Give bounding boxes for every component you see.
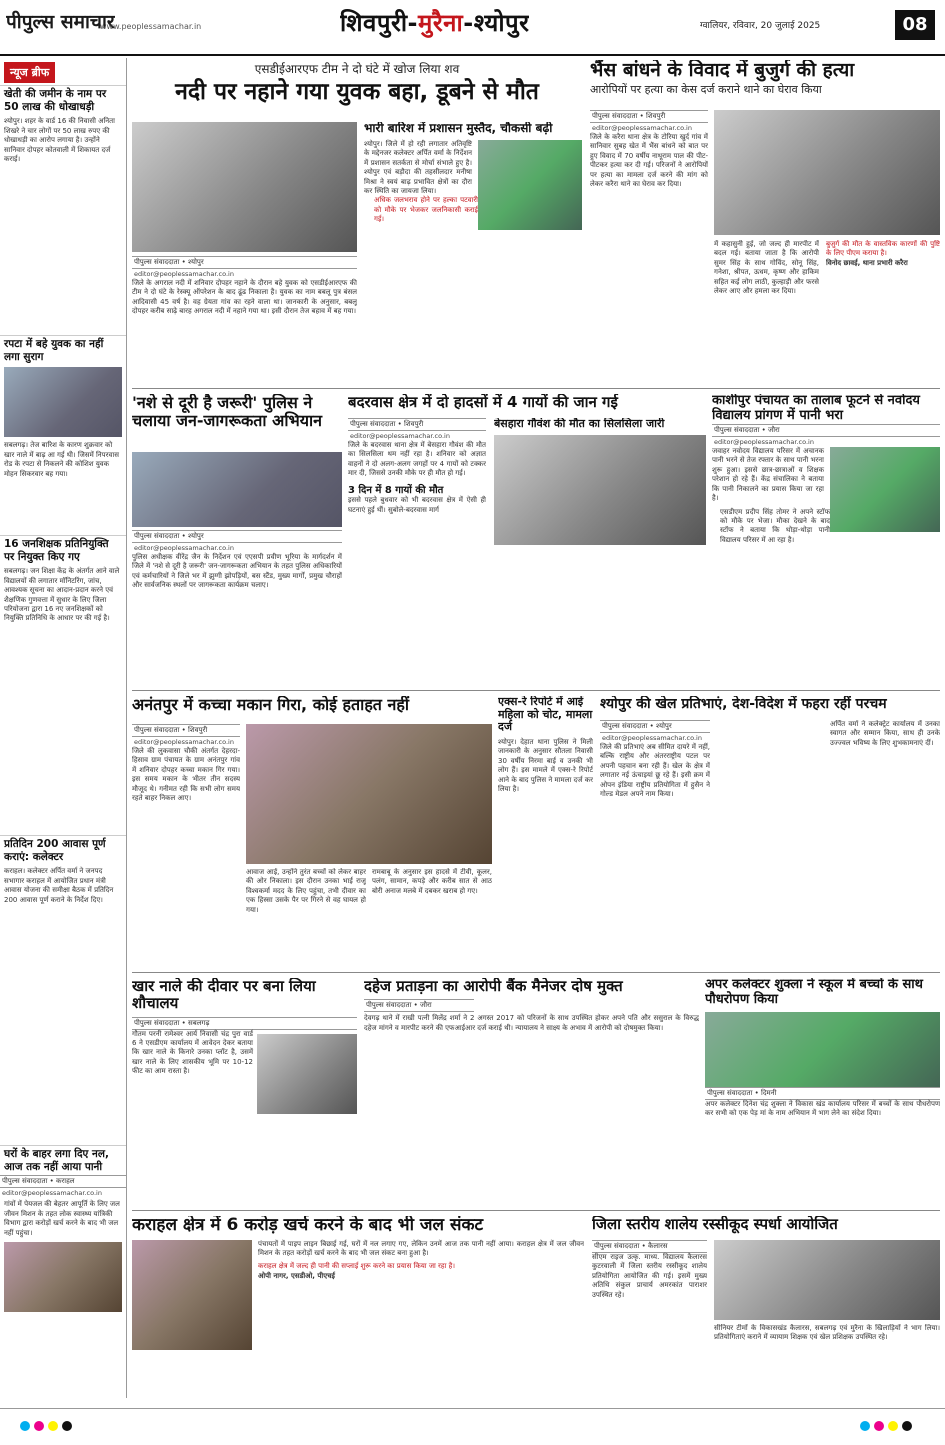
rope-body: सीएम राइज उत्कृ. माध्य. विद्यालय कैलारस कुटरवाली में जिला स्तरीय रस्सीकूद शालेय प्रतियोगिता आयोजित की गई। इसमें मुख्य अतिथि संकुल प्राचार्य अमरकांत पाराशर उपस्थित रहे। — [592, 1253, 707, 1299]
brief-item[interactable] — [0, 535, 126, 835]
magenta-swatch-icon — [874, 1421, 884, 1431]
sports-body: जिले की प्रतिभाएं अब सीमित दायरे में नहीं, बल्कि राष्ट्रीय और अंतरराष्ट्रीय पटल पर अपनी पहचान बना रही हैं। खेल के क्षेत्र में लगातार नई ऊंचाइयां छू रहे हैं। इसी क्रम में ओपन इंडिया राष्ट्रीय प्रतियोगिता में हुसैन ने गोल्ड मेडल अपने नाम किया। — [600, 743, 710, 799]
drug-headline: 'नशे से दूरी है जरूरी' पुलिस ने चलाया जन-जागरूकता अभियान — [132, 394, 323, 431]
house-collapse-story[interactable] — [132, 696, 492, 966]
edition-part-1: शिवपुरी- — [340, 9, 419, 37]
buffalo-body-2: में कहासुनी हुई, जो जल्द ही मारपीट में बदल गई। बताया जाता है कि आरोपी सुमर सिंह के साथ गोविंद, सोनू सिंह, गनेशा, श्रीपत, ऊधम, कृष्ण और हाकिम सहित कई लोग लाठी, कुल्हाड़ी और फरसे लेकर आए और हमला कर दिया। — [714, 240, 819, 296]
brief-photo — [4, 1242, 122, 1312]
xray-story[interactable] — [498, 696, 593, 966]
cow-box-body: इससे पहले बुधवार को भी बदरवास क्षेत्र में ऐसी ही घटनाएं हुई थीं। सुबोले-बदरवास मार्ग — [348, 496, 486, 514]
brief-item[interactable] — [0, 1145, 126, 1398]
dowry-story[interactable] — [364, 978, 699, 1203]
school-email[interactable]: editor@peoplessamachar.co.in — [714, 437, 814, 446]
cow-deaths-story[interactable] — [348, 394, 706, 684]
site-url[interactable]: www.peoplessamachar.in — [100, 22, 202, 31]
brief-title: रपटा में बहे युवक का नहीं लगा सुराग — [0, 335, 126, 365]
water-headline: कराहल क्षेत्र में 6 करोड़ खर्च करने के बाद भी जल संकट — [132, 1216, 484, 1235]
water-photo — [132, 1240, 252, 1350]
plantation-headline: अपर कलेक्टर शुक्ला ने स्कूल में बच्चों के साथ पौधरोपण किया — [705, 978, 923, 1007]
dowry-byline: पीपुल्स संवाददाता • जौरा — [364, 999, 474, 1012]
drug-awareness-story[interactable] — [132, 394, 342, 684]
cow-subhead: बेसहारा गौवंश की मौत का सिलसिला जारी — [494, 418, 665, 430]
lead-photo — [132, 122, 357, 252]
house-photo — [246, 724, 492, 864]
cow-email[interactable]: editor@peoplessamachar.co.in — [350, 432, 450, 440]
lead-story[interactable] — [132, 60, 582, 380]
plantation-story[interactable] — [705, 978, 940, 1203]
drug-photo — [132, 452, 342, 527]
edition-title — [340, 6, 529, 39]
buffalo-byline: पीपुल्स संवाददाता • शिवपुरी — [590, 110, 708, 123]
wall-toilet-story[interactable] — [132, 978, 357, 1203]
cow-byline: पीपुल्स संवाददाता • शिवपुरी — [348, 418, 486, 431]
row-divider — [132, 388, 940, 389]
rope-photo — [714, 1240, 940, 1320]
buffalo-note-sign: विनोद छावई, थाना प्रभारी करैरा — [826, 258, 908, 267]
cow-headline: बदरवास क्षेत्र में दो हादसों में 4 गायों की जान गई — [348, 394, 618, 411]
house-body: जिले की लुकवासा चौकी अंतर्गत देहरदा-हिसाव ग्राम पंचायत के ग्राम अनंतपुर गांव में शनिवार दोपहर कच्चा मकान गिर गया। इस समय मकान के भीतर तीन सदस्य मौजूद थे। गनीमत रही कि सभी लोग समय रहते बाहर निकल आए। — [132, 747, 240, 803]
magenta-swatch-icon — [34, 1421, 44, 1431]
buffalo-photo — [714, 110, 940, 235]
row-divider — [132, 690, 940, 691]
brief-text: श्योपुर। शहर के वार्ड 16 की निवासी अनिता शिखरे ने चार लोगों पर 50 लाख रुपए की धोखाधड़ी का आरोप लगाया है। उन्होंने सानिवार दोपहर कोतवाली में शिकायत दर्ज कराई। — [4, 117, 115, 163]
cow-box-head: 3 दिन में 8 गायों की मौत — [348, 484, 444, 496]
cow-photo — [494, 435, 706, 545]
brief-text: गांवों में पेयजल की बेहतर आपूर्ति के लिए जल जीवन मिशन के तहत लोक स्वास्थ्य यांत्रिकी विभाग द्वारा करोड़ों खर्च करने के बाद भी जल नहीं पहुंचा। — [4, 1200, 120, 1237]
lead-photo-2 — [478, 140, 582, 230]
brief-title: खेती की जमीन के नाम पर 50 लाख की धोखाधड़ी — [0, 85, 126, 115]
edition-part-2: मुरैना — [418, 9, 464, 37]
dateline: ग्वालियर, रविवार, 20 जुलाई 2025 — [700, 21, 821, 31]
wall-body: गौतम परनी रामेश्वर आर्य निवासी चंद्र पुरा वार्ड 6 ने एसडीएम कार्यालय में आवेदन देकर बताया कि खार नाले के किनारे उनका प्लॉट है, उसमें खार नाले के लिए शासकीय भूमि पर 10-12 फीट का आम रास्ता है। — [132, 1029, 253, 1076]
rope-body-2: सीनियर टीमों के विकासखंड कैलारस, सबलगढ़ एवं मुरैना के खिलाड़ियों ने भाग लिया। प्रतियोगिताएं कराने में व्यायाम शिक्षक एवं खेल प्रशिक्षक उपस्थित रहे। — [714, 1324, 940, 1342]
plantation-body: अपर कलेक्टर दिनेश चंद्र शुक्ला ने विकास खंड कार्यालय परिसर में बच्चों के साथ पौधरोपण कर सभी को एक पेड़ मां के नाम अभियान में भाग लेने का संदेश दिया। — [705, 1099, 940, 1118]
news-brief-label: न्यूज ब्रीफ — [4, 62, 55, 83]
yellow-swatch-icon — [888, 1421, 898, 1431]
school-byline: पीपुल्स संवाददाता • जौरा — [712, 424, 940, 437]
brief-title: 16 जनशिक्षक प्रतिनियुक्ति पर नियुक्त किए गए — [0, 535, 126, 565]
sports-headline: श्योपुर की खेल प्रतिभाएं, देश-विदेश में फहरा रहीं परचम — [600, 696, 887, 712]
house-body-2: आवाज आई, उन्होंने तुरंत बच्चों को लेकर बाहर की ओर निकाला। इस दौरान उनका भाई राजू विश्वकर्मा मदद के लिए पहुंचा, तभी दीवार का एक हिस्सा उसके पैर पर गिरने से वह घायल हो गया। — [246, 868, 366, 914]
water-body: पंचायतों में पाइप लाइन बिछाई गई, घरों में नल लगाए गए, लेकिन उनमें आज तक पानी नहीं आया। कराहल क्षेत्र में जल जीवन मिशन के तहत करोड़ों खर्च करने के बाद भी जल संकट बना हुआ है। — [258, 1239, 584, 1257]
newspaper-logo[interactable]: पीपुल्स समाचार — [6, 11, 115, 33]
edition-part-3: -श्योपुर — [463, 9, 530, 37]
plantation-byline: पीपुल्स संवाददाता • दिमनी — [705, 1087, 940, 1100]
plantation-photo — [705, 1012, 940, 1087]
black-swatch-icon — [902, 1421, 912, 1431]
news-brief-sidebar — [0, 58, 127, 1398]
brief-byline: पीपुल्स संवाददाता • कराहल — [0, 1175, 126, 1188]
brief-text: सबलगढ़। जन शिक्षा केंद्र के अंतर्गत आने वाले विद्यालयों की लगातार मॉनिटरिंग, जांच, आवश्यक सूचना का आदान-प्रदान करने एवं शैक्षणिक गुणवत्ता में सुधार के लिए जिला परियोजना द्वारा 16 नए जनशिक्षकों को नियुक्ति प्रतिनिधि के आधार पर की गई है। — [4, 567, 120, 623]
drug-body: पुलिस अधीक्षक वीरेंद्र जैन के निर्देशन एवं एएसपी प्रवीण भूरिया के मार्गदर्शन में जिले में 'नशे से दूरी है जरूरी' जन-जागरूकता अभियान के तहत पुलिस अधिकारियों एवं कर्मचारियों ने जिले भर में झुग्गी झोपड़ियों, बस स्टैंड, मुख्य मार्गों, प्रमुख चौराहों और सार्वजनिक स्थलों पर जागरूकता कार्यक्रम चलाए। — [132, 553, 342, 590]
water-caption-sign: ओपी नागर, एसडीओ, पीएचई — [258, 1271, 335, 1280]
black-swatch-icon — [62, 1421, 72, 1431]
sports-byline: पीपुल्स संवाददाता • श्योपुर — [600, 720, 710, 733]
school-photo — [830, 447, 940, 532]
wall-photo — [257, 1034, 357, 1114]
cow-body: जिले के बदरवास थाना क्षेत्र में बेसहारा गौवंश की मौत का सिलसिला थम नहीं रहा है। शनिवार को अज्ञात वाहनों ने दो अलग-अलग जगहों पर 4 गायों को टक्कर मार दी, जिससे उनकी मौके पर ही मौत हो गई। — [348, 441, 486, 478]
masthead — [0, 0, 945, 56]
xray-body: श्योपुर। देहात थाना पुलिस ने मिली जानकारी के अनुसार सौतला निवासी 30 वर्षीय निरमा बाई व उनकी भी लोग हैं। इस मामले में एक्स-रे रिपोर्ट आने के बाद पुलिस ने मामला दर्ज कर लिया है। — [498, 737, 593, 794]
school-headline: काशीपुर पंचायत का तालाब फूटने से नवोदय विद्यालय प्रांगण में पानी भरा — [712, 394, 920, 423]
cyan-swatch-icon — [20, 1421, 30, 1431]
brief-item[interactable] — [0, 85, 126, 335]
brief-item[interactable] — [0, 835, 126, 1145]
sports-story[interactable] — [600, 696, 940, 966]
school-body-2: एसडीएम प्रदीप सिंह तोमर ने अपने स्टॉफ को मौके पर भेजा। मौका देखने के बाद स्टॉफ ने बताया कि थोड़ा-थोड़ा पानी विद्यालय परिसर में आ रहा है। — [720, 507, 830, 544]
cyan-swatch-icon — [860, 1421, 870, 1431]
xray-left-body: रामबाबू के अनुसार इस हादसे में टीवी, कूलर, पलंग, सामान, कपड़े और करीब सात से आठ बोरी अनाज मलबे में दबकर खराब हो गए। — [372, 868, 492, 895]
drug-byline: पीपुल्स संवाददाता • श्योपुर — [132, 530, 342, 543]
water-crisis-story[interactable] — [132, 1216, 584, 1404]
wall-byline: पीपुल्स संवाददाता • सबलगढ़ — [132, 1017, 357, 1030]
brief-title: घरों के बाहर लगा दिए नल, आज तक नहीं आया पानी — [0, 1145, 126, 1175]
school-flood-story[interactable] — [712, 394, 940, 684]
rope-byline: पीपुल्स संवाददाता • कैलारस — [592, 1240, 707, 1253]
lead-caption: अधिक जलभराव होने पर हल्का पटवारी को मौके पर भेजकर जलनिकासी कराई गई। — [374, 196, 478, 224]
brief-text: सबलगढ़। तेज बारिश के कारण शुक्रवार को खार नाले में बाढ़ आ गई थी। जिसमें निपरवास रोड के रपटा से निकलने की कोशिश युवक मोहन सिकरवार बह गया। — [4, 441, 119, 478]
brief-photo — [4, 367, 122, 437]
rope-headline: जिला स्तरीय शालेय रस्सीकूद स्पर्धा आयोजित — [592, 1216, 838, 1233]
lead-email[interactable]: editor@peoplessamachar.co.in — [134, 270, 234, 278]
house-headline: अनंतपुर में कच्चा मकान गिरा, कोई हताहत नहीं — [132, 696, 410, 714]
house-email[interactable]: editor@peoplessamachar.co.in — [134, 738, 234, 746]
brief-text: कराहल। कलेक्टर अर्पित वर्मा ने जनपद सभागार कराहल में आयोजित प्रधान मंत्री आवास योजना की समीक्षा बैठक में प्रतिदिन 200 आवास पूर्ण कराने के निर्देश दिए। — [4, 867, 114, 904]
wall-headline: खार नाले की दीवार पर बना लिया शौचालय — [132, 978, 316, 1013]
page-number: 08 — [895, 10, 935, 40]
lead-kicker: एसडीईआरएफ टीम ने दो घंटे में खोज लिया शव — [254, 62, 460, 76]
brief-item[interactable] — [0, 335, 126, 535]
buffalo-subhead: आरोपियों पर हत्या का केस दर्ज कराने थाने का घेराव किया — [590, 82, 822, 96]
row-divider — [132, 1210, 940, 1211]
lead-body: जिले के अगराल नदी में शनिवार दोपहर नहाने के दौरान बहे युवक को एसडीईआरएफ की टीम ने दो घंटे के रेस्क्यू ऑपरेशन के बाद ढूंढ निकाला है। युवक का नाम बबलू पुत्र बंसल आदिवासी 45 वर्ष है। वह ग्रेयता गांव का रहने वाला था। जानकारी के अनुसार, बबलू दोपहर करीब साढ़े बारह अगराल नदी में नहाने गया था। इसी दौरान तेज बहाव में बह गया। — [132, 279, 357, 316]
dowry-headline: दहेज प्रताड़ना का आरोपी बैंक मैनेजर दोष मुक्त — [364, 978, 623, 995]
lead-subbody: श्योपुर। जिले में हो रही लगातार अतिवृष्टि के मद्देनजर कलेक्टर अर्पित वर्मा के निर्देशन में प्रशासन सतर्कता से मोर्चा संभाले हुए है। श्योपुर एवं बड़ौदा की तहसीलदार मनीषा मिश्रा ने स्वयं बाढ़ प्रभावित क्षेत्रों का दौरा कर स्थिति का जायजा लिया। — [364, 139, 472, 195]
buffalo-body: जिले के करैरा थाना क्षेत्र के टोरिया खुर्द गांव में सानिवार सुबह खेत में भैंस बांधने को बात पर हुए विवाद में 70 वर्षीय नाथूराम पाल की पीट-पीटकर हत्या कर दी गई। परिजनों ने आरोपियों पर हत्या का मामला दर्ज करने की मांग को लेकर करैरा थाने का घेराव कर दिया। — [590, 133, 708, 189]
lead-subhead: भारी बारिश में प्रशासन मुस्तैद, चौकसी बढ़ी — [364, 122, 553, 135]
rope-skip-story[interactable] — [592, 1216, 940, 1404]
brief-email[interactable]: editor@peoplessamachar.co.in — [2, 1189, 102, 1198]
row-divider — [132, 972, 940, 973]
xray-headline: एक्स-रे रिपोर्ट में आई महिला को चोट, मामला दर्ज — [498, 696, 593, 734]
sports-body-2: अर्पित वर्मा ने कलेक्ट्रेट कार्यालय में उनका स्वागत और सम्मान किया, साथ ही उनके उज्ज्वल भविष्य के लिए शुभकामनाएं दीं। — [830, 720, 940, 747]
lead-byline: पीपुल्स संवाददाता • श्योपुर — [132, 256, 357, 269]
sports-email[interactable]: editor@peoplessamachar.co.in — [602, 734, 702, 742]
buffalo-note: बुजुर्ग की मौत के वास्तविक कारणों की पुष्टि के लिए पीएम कराया है। — [826, 240, 940, 258]
school-body: जवाहर नवोदय विद्यालय परिसर में अचानक पानी भरने से तेज रफ्तार के साथ पानी भरना शुरू हुआ। इससे छात्र-छात्राओं व शिक्षक परेशान हो रहे हैं। केंद्र संचालिका ने बताया कि पानी निकालने का प्रयास किया जा रहा है। — [712, 446, 824, 503]
lead-headline: नदी पर नहाने गया युवक बहा, डूबने से मौत — [175, 79, 539, 105]
drug-email[interactable]: editor@peoplessamachar.co.in — [134, 544, 234, 552]
house-byline: पीपुल्स संवाददाता • शिवपुरी — [132, 724, 240, 737]
buffalo-story[interactable] — [590, 60, 940, 380]
water-caption: कराहल क्षेत्र में जल्द ही पानी की सप्लाई शुरू करने का प्रयास किया जा रहा है। — [258, 1262, 456, 1271]
brief-title: प्रतिदिन 200 आवास पूर्ण कराएं: कलेक्टर — [0, 835, 126, 865]
buffalo-email[interactable]: editor@peoplessamachar.co.in — [592, 124, 692, 132]
buffalo-headline: भैंस बांधने के विवाद में बुजुर्ग की हत्या — [590, 60, 855, 81]
print-registration-strip — [0, 1408, 945, 1445]
dowry-body: देवगढ़ थाने में राखी पत्नी मिलेंद्र शर्मा ने 2 अगस्त 2017 को परिजनों के साथ उपस्थित होकर अपने पति और ससुराल के विरुद्ध दहेज मांगने व मारपीट करने की एफआईआर दर्ज कराई थी। न्यायालय ने साक्ष्य के अभाव में आरोपी को दोषमुक्त किया। — [364, 1014, 699, 1032]
yellow-swatch-icon — [48, 1421, 58, 1431]
